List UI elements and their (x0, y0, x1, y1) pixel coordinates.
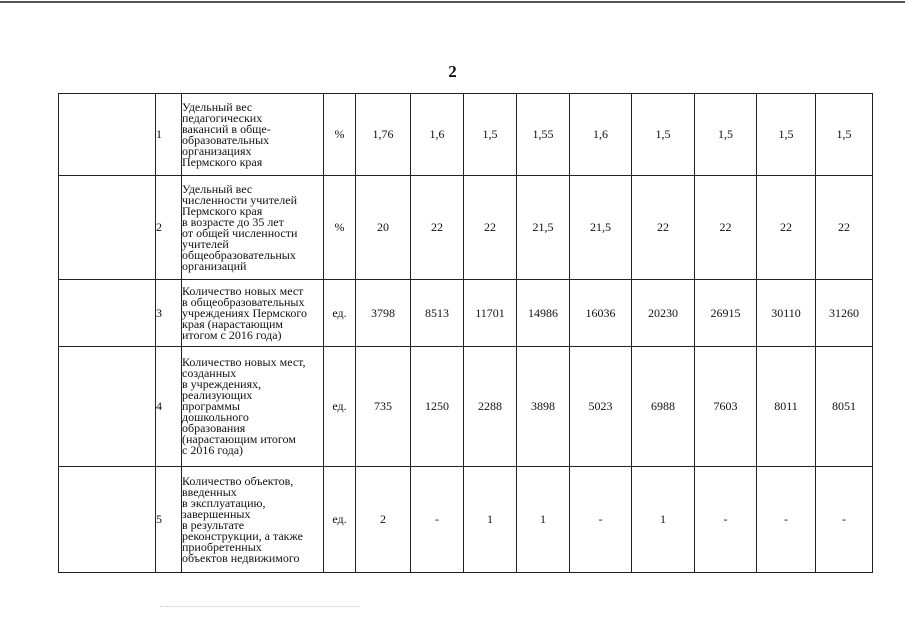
unit-cell: % (324, 176, 356, 280)
value-cell: 16036 (570, 280, 632, 347)
indicator-name-line: в эксплуатацию, (182, 495, 266, 510)
indicator-name-line: вакансий в обще- (182, 121, 271, 136)
indicator-name-line: в общеобразовательных (182, 294, 305, 309)
value-cell: 3898 (517, 347, 570, 467)
indicator-name-line: организаций (182, 258, 247, 273)
indicator-name-line: учителей (182, 236, 229, 251)
indicator-name-line: численности учителей (182, 192, 297, 207)
indicator-name-line: от общей численности (182, 225, 298, 240)
blank-cell (59, 347, 156, 467)
table-row (59, 280, 873, 347)
page-number: 2 (448, 62, 457, 81)
value-cell: - (411, 467, 464, 573)
indicator-name-line: Количество объектов, (182, 473, 294, 488)
table-row (59, 347, 873, 467)
indicator-name-line: в результате (182, 517, 245, 532)
value-cell: 14986 (517, 280, 570, 347)
value-cell: 1,55 (517, 94, 570, 176)
value-cell: 735 (356, 347, 411, 467)
value-cell: 22 (411, 176, 464, 280)
value-cell: - (757, 467, 816, 573)
unit-cell: ед. (324, 280, 356, 347)
value-cell: 22 (757, 176, 816, 280)
value-cell: 7603 (695, 347, 757, 467)
indicator-name-line: реализующих (182, 388, 253, 402)
value-cell: 22 (464, 176, 517, 280)
value-cell: 3798 (356, 280, 411, 347)
value-cell: 1,5 (695, 94, 757, 176)
row-number: 3 (156, 280, 182, 347)
table-row (59, 467, 873, 573)
indicator-name-line: дошкольного (182, 410, 249, 424)
indicator-name-line: Удельный вес (182, 99, 253, 114)
top-edge-line (0, 1, 905, 3)
blank-cell (59, 467, 156, 573)
table-row (59, 176, 873, 280)
value-cell: 2288 (464, 347, 517, 467)
blank-cell (59, 176, 156, 280)
indicator-name-line: учреждениях Пермского (182, 305, 308, 320)
indicator-name-line: в возрасте до 35 лет (182, 214, 284, 229)
indicator-name-line: педагогических (182, 110, 263, 125)
value-cell: 1,5 (464, 94, 517, 176)
indicator-name-line: (нарастающим итогом (182, 432, 296, 446)
value-cell: 2 (356, 467, 411, 573)
indicator-name (182, 280, 324, 347)
indicator-name-line: введенных (182, 484, 237, 499)
value-cell: 5023 (570, 347, 632, 467)
value-cell: 8011 (757, 347, 816, 467)
indicator-name-line: образования (182, 421, 246, 435)
footer-mark (160, 606, 360, 608)
table-row (59, 94, 873, 176)
value-cell: 21,5 (517, 176, 570, 280)
value-cell: - (816, 467, 873, 573)
indicator-name-line: Количество новых мест (182, 283, 304, 298)
indicator-name-line: приобретенных (182, 539, 262, 554)
value-cell: 20230 (632, 280, 695, 347)
indicator-name-line: Пермского края (182, 154, 263, 169)
row-number: 2 (156, 176, 182, 280)
indicator-name-line: программы (182, 399, 240, 413)
value-cell: 20 (356, 176, 411, 280)
row-number: 1 (156, 94, 182, 176)
value-cell: 1 (632, 467, 695, 573)
value-cell: 1,5 (816, 94, 873, 176)
value-cell: 1250 (411, 347, 464, 467)
value-cell: 6988 (632, 347, 695, 467)
indicator-name-line: Пермского края (182, 203, 263, 218)
value-cell: 11701 (464, 280, 517, 347)
blank-cell (59, 94, 156, 176)
value-cell: 22 (695, 176, 757, 280)
value-cell: - (570, 467, 632, 573)
indicator-name-line: организациях (182, 143, 252, 158)
value-cell: 1,76 (356, 94, 411, 176)
indicators-table (58, 93, 873, 573)
indicator-name-line: с 2016 года) (182, 443, 244, 457)
indicator-name-line: завершенных (182, 506, 251, 521)
indicator-name (182, 467, 324, 573)
value-cell: 22 (632, 176, 695, 280)
blank-cell (59, 280, 156, 347)
value-cell: 8051 (816, 347, 873, 467)
value-cell: 1,5 (757, 94, 816, 176)
value-cell: 31260 (816, 280, 873, 347)
indicator-name-line: итогом с 2016 года) (182, 327, 282, 342)
row-number: 4 (156, 347, 182, 467)
value-cell: 1,6 (570, 94, 632, 176)
indicator-name-line: образовательных (182, 132, 270, 147)
indicator-name-line: общеобразовательных (182, 247, 296, 262)
row-number: 5 (156, 467, 182, 573)
indicator-name-line: Количество новых мест, (182, 355, 306, 369)
value-cell: 21,5 (570, 176, 632, 280)
indicator-name-line: Удельный вес (182, 181, 253, 196)
indicator-name-line: созданных (182, 366, 237, 380)
value-cell: 1 (464, 467, 517, 573)
value-cell: 1,6 (411, 94, 464, 176)
indicator-name-line: объектов недвижимого (182, 550, 300, 565)
value-cell: 22 (816, 176, 873, 280)
indicator-name (182, 94, 324, 176)
indicator-name (182, 176, 324, 280)
value-cell: 1,5 (632, 94, 695, 176)
value-cell: 26915 (695, 280, 757, 347)
value-cell: - (695, 467, 757, 573)
unit-cell: % (324, 94, 356, 176)
unit-cell: ед. (324, 347, 356, 467)
indicator-name-line: края (нарастающим (182, 316, 284, 331)
indicator-name (182, 347, 324, 467)
indicator-name-line: в учреждениях, (182, 377, 262, 391)
unit-cell: ед. (324, 467, 356, 573)
value-cell: 1 (517, 467, 570, 573)
value-cell: 8513 (411, 280, 464, 347)
value-cell: 30110 (757, 280, 816, 347)
indicator-name-line: реконструкции, а также (182, 528, 303, 543)
